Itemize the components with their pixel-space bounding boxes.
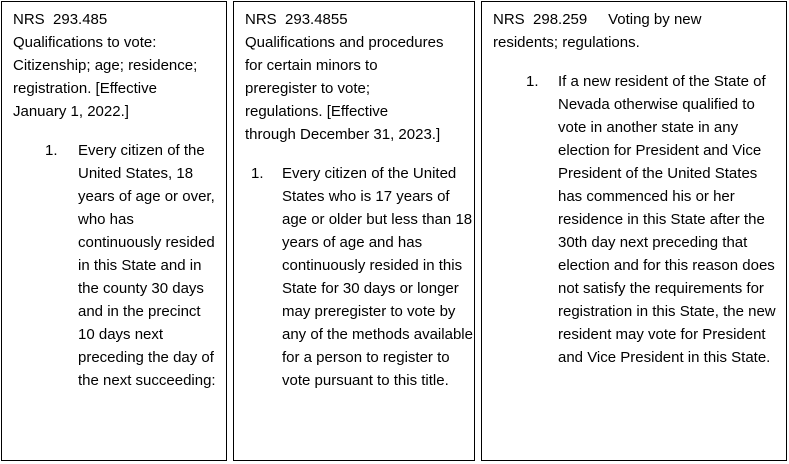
statute-heading: NRS 293.485 Qualifications to vote: Citizenship; age; residence; registration. [Effective January 1, 2022.] bbox=[13, 11, 198, 120]
statute-heading: NRS 298.259 Voting by new residents; regulations. bbox=[493, 11, 702, 51]
statute-heading: NRS 293.4855 Qualifications and procedures for certain minors to preregister to vote; regulations. [Effective through December 31, 2023.] bbox=[245, 11, 444, 143]
subsection-number: 1. bbox=[526, 73, 539, 90]
subsection-text: If a new resident of the State of Nevada otherwise qualified to vote in another state in any election for President and Vice President of the United States has commenced his or her residence in this State after the 30th day next preceding that election and for this reason does not satisfy the requirements for registration in this State, the new resident may vote for President and Vice President in this State. bbox=[558, 73, 776, 366]
subsection-number: 1. bbox=[45, 142, 58, 159]
statute-column-nrs-298-259 bbox=[481, 1, 787, 461]
subsection-text: Every citizen of the United States who is 17 years of age or older but less than 18 years of age and has continuously resided in this State for 30 days or longer may preregister to vote by any of the methods available for a person to register to vote pursuant to this title. bbox=[282, 165, 473, 389]
statute-column-nrs-293-4855 bbox=[233, 1, 475, 461]
subsection-text: Every citizen of the United States, 18 years of age or over, who has continuously resided in this State and in the county 30 days and in the precinct 10 days next preceding the day of the next succeeding: bbox=[78, 142, 216, 389]
subsection-number: 1. bbox=[251, 165, 264, 182]
statute-column-nrs-293-485 bbox=[1, 1, 227, 461]
